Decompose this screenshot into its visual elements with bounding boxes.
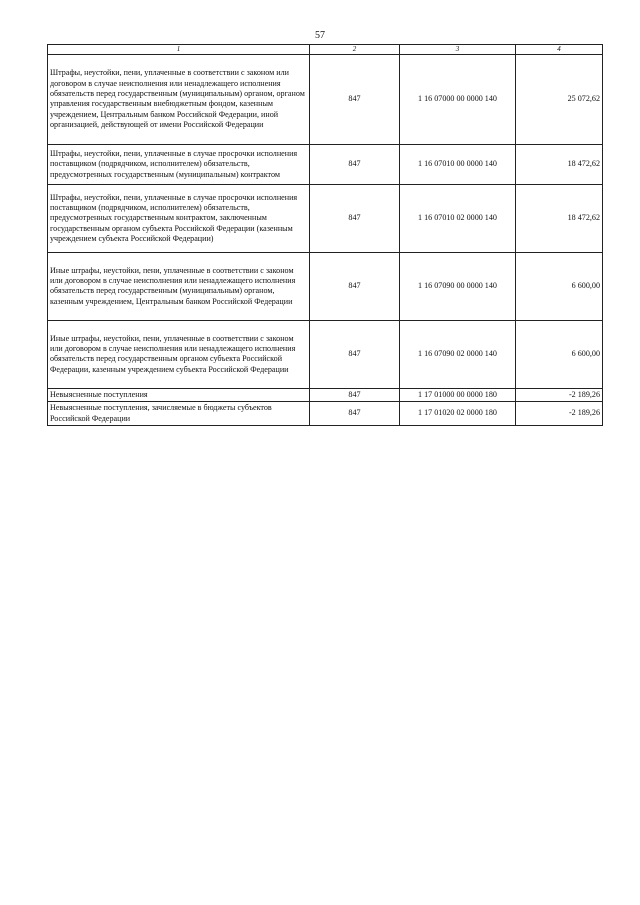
- table-row: [48, 184, 603, 252]
- amount: -2 189,26: [516, 402, 603, 426]
- budget-code: 1 17 01000 00 0000 180: [400, 388, 516, 401]
- budget-code: 1 16 07010 02 0000 140: [400, 184, 516, 252]
- budget-code: 1 16 07090 00 0000 140: [400, 252, 516, 320]
- admin-code: 847: [310, 184, 400, 252]
- row-description: Невыясненные поступления: [48, 388, 310, 401]
- admin-code: 847: [310, 252, 400, 320]
- column-number: 2: [310, 45, 400, 55]
- column-number: 1: [48, 45, 310, 55]
- row-description: Иные штрафы, неустойки, пени, уплаченные в соответствии с законом или договором в случае неисполнения или ненадлежащего исполнения обязательств перед государственным (муниципальным) органом, казенным учреждением, Центральным банком Российской Федерации: [48, 252, 310, 320]
- row-description: Невыясненные поступления, зачисляемые в бюджеты субъектов Российской Федерации: [48, 402, 310, 426]
- admin-code: 847: [310, 320, 400, 388]
- column-number: 4: [516, 45, 603, 55]
- budget-code: 1 17 01020 02 0000 180: [400, 402, 516, 426]
- table-row: [48, 252, 603, 320]
- admin-code: 847: [310, 54, 400, 144]
- table-row: [48, 54, 603, 144]
- revenue-table: [47, 44, 603, 426]
- row-description: Иные штрафы, неустойки, пени, уплаченные в соответствии с законом или договором в случае неисполнения или ненадлежащего исполнения обязательств перед государственным органом субъекта Российской Федерации, казенным учреждением субъекта Российской Федерации: [48, 320, 310, 388]
- amount: -2 189,26: [516, 388, 603, 401]
- row-description: Штрафы, неустойки, пени, уплаченные в случае просрочки исполнения поставщиком (подрядчиком, исполнителем) обязательств, предусмотренных государственным (муниципальным) контрактом: [48, 144, 310, 184]
- table-row: [48, 402, 603, 426]
- amount: 18 472,62: [516, 184, 603, 252]
- column-number: 3: [400, 45, 516, 55]
- admin-code: 847: [310, 388, 400, 401]
- budget-code: 1 16 07090 02 0000 140: [400, 320, 516, 388]
- page-number: 57: [315, 30, 325, 41]
- amount: 6 600,00: [516, 320, 603, 388]
- budget-code: 1 16 07000 00 0000 140: [400, 54, 516, 144]
- table-row: [48, 144, 603, 184]
- amount: 18 472,62: [516, 144, 603, 184]
- row-description: Штрафы, неустойки, пени, уплаченные в соответствии с законом или договором в случае неисполнения или ненадлежащего исполнения обязательств перед государственным (муниципальным) органом, органом управления государственным внебюджетным фондом, казенным учреждением, Центральным банком Российской Федерации, иной организацией, действующей от имени Российской Федерации: [48, 54, 310, 144]
- admin-code: 847: [310, 402, 400, 426]
- amount: 25 072,62: [516, 54, 603, 144]
- admin-code: 847: [310, 144, 400, 184]
- budget-code: 1 16 07010 00 0000 140: [400, 144, 516, 184]
- column-number-row: [48, 45, 603, 55]
- table-row: [48, 320, 603, 388]
- table-row: [48, 388, 603, 401]
- amount: 6 600,00: [516, 252, 603, 320]
- row-description: Штрафы, неустойки, пени, уплаченные в случае просрочки исполнения поставщиком (подрядчиком, исполнителем) обязательств, предусмотренных государственным контрактом, заключенным государственным органом субъекта Российской Федерации (казенным учреждением субъекта Российской Федерации): [48, 184, 310, 252]
